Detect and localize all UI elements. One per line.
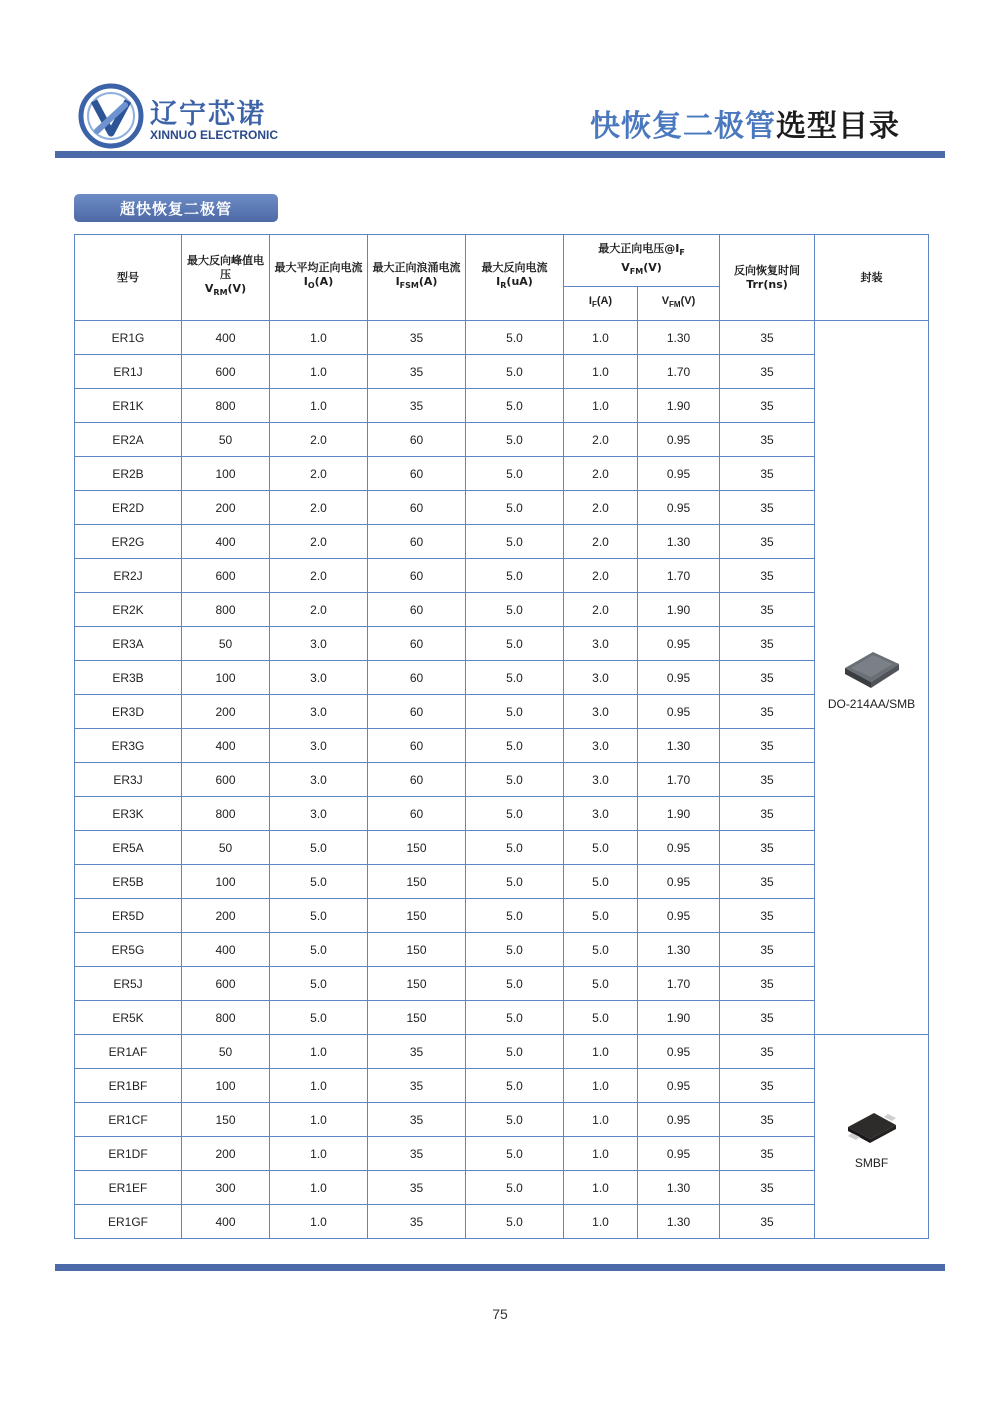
cell-vrm: 100	[182, 865, 270, 899]
cell-model: ER2D	[75, 491, 182, 525]
cell-ifsm: 150	[368, 865, 466, 899]
cell-vfm: 0.95	[638, 627, 720, 661]
table-row	[75, 1001, 929, 1035]
cell-vfm: 0.95	[638, 491, 720, 525]
cell-io: 1.0	[270, 389, 368, 423]
cell-trr: 35	[720, 1035, 815, 1069]
cell-model: ER3B	[75, 661, 182, 695]
cell-io: 5.0	[270, 865, 368, 899]
cell-vfm: 1.70	[638, 763, 720, 797]
table-row	[75, 525, 929, 559]
cell-trr: 35	[720, 491, 815, 525]
table-row	[75, 831, 929, 865]
cell-ir: 5.0	[466, 1171, 564, 1205]
cell-vfm: 0.95	[638, 1103, 720, 1137]
cell-if: 1.0	[564, 355, 638, 389]
table-row	[75, 1035, 929, 1069]
cell-trr: 35	[720, 457, 815, 491]
cell-if: 2.0	[564, 525, 638, 559]
cell-trr: 35	[720, 593, 815, 627]
cell-if: 1.0	[564, 389, 638, 423]
cell-if: 5.0	[564, 967, 638, 1001]
header-ifsm: 最大正向浪涌电流 $I_{FSM}(A)$	[368, 235, 466, 321]
cell-vfm: 1.30	[638, 321, 720, 355]
cell-io: 1.0	[270, 1205, 368, 1239]
cell-vrm: 100	[182, 1069, 270, 1103]
cell-vfm: 1.90	[638, 593, 720, 627]
cell-ifsm: 60	[368, 729, 466, 763]
page-number: 75	[492, 1306, 508, 1322]
table-row	[75, 1069, 929, 1103]
cell-vfm: 1.70	[638, 967, 720, 1001]
cell-io: 5.0	[270, 831, 368, 865]
cell-trr: 35	[720, 695, 815, 729]
table-row	[75, 729, 929, 763]
cell-ir: 5.0	[466, 491, 564, 525]
cell-ifsm: 35	[368, 321, 466, 355]
cell-io: 1.0	[270, 1035, 368, 1069]
table-row	[75, 933, 929, 967]
cell-vfm: 1.30	[638, 933, 720, 967]
cell-ifsm: 60	[368, 593, 466, 627]
cell-io: 2.0	[270, 593, 368, 627]
cell-trr: 35	[720, 1103, 815, 1137]
cell-vrm: 100	[182, 457, 270, 491]
catalog-title-part1: 快恢复二极管	[590, 109, 776, 144]
cell-if: 1.0	[564, 1171, 638, 1205]
cell-model: ER3D	[75, 695, 182, 729]
cell-if: 5.0	[564, 1001, 638, 1035]
table-row	[75, 423, 929, 457]
cell-model: ER5B	[75, 865, 182, 899]
cell-trr: 35	[720, 763, 815, 797]
cell-ifsm: 150	[368, 831, 466, 865]
cell-ir: 5.0	[466, 389, 564, 423]
cell-trr: 35	[720, 389, 815, 423]
cell-trr: 35	[720, 865, 815, 899]
cell-ifsm: 60	[368, 797, 466, 831]
package-name: SMBF	[854, 1156, 889, 1170]
cell-if: 5.0	[564, 831, 638, 865]
cell-if: 2.0	[564, 559, 638, 593]
cell-ifsm: 60	[368, 661, 466, 695]
smb-package-icon	[815, 644, 928, 693]
cell-ifsm: 60	[368, 559, 466, 593]
cell-vrm: 800	[182, 1001, 270, 1035]
package-cell	[815, 321, 929, 1035]
cell-model: ER3J	[75, 763, 182, 797]
cell-ifsm: 35	[368, 1171, 466, 1205]
cell-vrm: 200	[182, 695, 270, 729]
cell-io: 1.0	[270, 355, 368, 389]
cell-ir: 5.0	[466, 1205, 564, 1239]
cell-ir: 5.0	[466, 355, 564, 389]
cell-vfm: 1.90	[638, 1001, 720, 1035]
cell-if: 1.0	[564, 321, 638, 355]
cell-ifsm: 35	[368, 1103, 466, 1137]
table-row	[75, 865, 929, 899]
cell-trr: 35	[720, 1137, 815, 1171]
header-trr: 反向恢复时间 Trr(ns)	[720, 235, 815, 321]
cell-vrm: 600	[182, 763, 270, 797]
cell-vrm: 200	[182, 491, 270, 525]
cell-ir: 5.0	[466, 661, 564, 695]
cell-if: 1.0	[564, 1205, 638, 1239]
cell-vrm: 800	[182, 797, 270, 831]
cell-ir: 5.0	[466, 695, 564, 729]
cell-trr: 35	[720, 1069, 815, 1103]
cell-if: 1.0	[564, 1069, 638, 1103]
cell-if: 3.0	[564, 797, 638, 831]
table-row	[75, 491, 929, 525]
header-ir: 最大反向电流 $I_R(uA)$	[466, 235, 564, 321]
cell-model: ER3G	[75, 729, 182, 763]
cell-vrm: 400	[182, 729, 270, 763]
cell-vfm: 1.30	[638, 1171, 720, 1205]
table-row	[75, 559, 929, 593]
cell-vfm: 0.95	[638, 1069, 720, 1103]
cell-io: 2.0	[270, 559, 368, 593]
cell-vrm: 150	[182, 1103, 270, 1137]
table-row	[75, 1205, 929, 1239]
cell-trr: 35	[720, 661, 815, 695]
cell-model: ER2A	[75, 423, 182, 457]
cell-trr: 35	[720, 559, 815, 593]
table-row	[75, 593, 929, 627]
cell-ir: 5.0	[466, 1137, 564, 1171]
cell-model: ER5G	[75, 933, 182, 967]
cell-vrm: 800	[182, 593, 270, 627]
cell-model: ER1BF	[75, 1069, 182, 1103]
cell-if: 2.0	[564, 491, 638, 525]
cell-io: 3.0	[270, 797, 368, 831]
cell-ifsm: 35	[368, 355, 466, 389]
cell-ir: 5.0	[466, 899, 564, 933]
cell-ifsm: 35	[368, 1137, 466, 1171]
package-cell	[815, 1035, 929, 1239]
cell-ir: 5.0	[466, 627, 564, 661]
cell-ir: 5.0	[466, 321, 564, 355]
cell-ifsm: 60	[368, 423, 466, 457]
cell-model: ER1GF	[75, 1205, 182, 1239]
cell-model: ER3A	[75, 627, 182, 661]
header-vfm: $V_{FM}(V)$	[638, 287, 720, 321]
cell-vfm: 0.95	[638, 1137, 720, 1171]
cell-vrm: 50	[182, 831, 270, 865]
cell-model: ER1J	[75, 355, 182, 389]
cell-vrm: 300	[182, 1171, 270, 1205]
cell-trr: 35	[720, 321, 815, 355]
cell-trr: 35	[720, 933, 815, 967]
cell-ir: 5.0	[466, 831, 564, 865]
cell-vrm: 400	[182, 321, 270, 355]
cell-trr: 35	[720, 729, 815, 763]
cell-io: 1.0	[270, 1137, 368, 1171]
spec-table	[74, 234, 929, 1239]
cell-trr: 35	[720, 627, 815, 661]
cell-vrm: 50	[182, 1035, 270, 1069]
cell-model: ER1K	[75, 389, 182, 423]
cell-if: 1.0	[564, 1035, 638, 1069]
cell-io: 5.0	[270, 933, 368, 967]
cell-io: 1.0	[270, 1069, 368, 1103]
cell-vfm: 0.95	[638, 423, 720, 457]
cell-trr: 35	[720, 355, 815, 389]
header-vrm: 最大反向峰值电压 $V_{RM}(V)$	[182, 235, 270, 321]
catalog-title-part2: 选型目录	[776, 109, 900, 144]
cell-io: 1.0	[270, 1103, 368, 1137]
cell-if: 2.0	[564, 457, 638, 491]
cell-ifsm: 150	[368, 1001, 466, 1035]
cell-model: ER1G	[75, 321, 182, 355]
package-name: DO-214AA/SMB	[827, 697, 916, 711]
cell-model: ER2K	[75, 593, 182, 627]
cell-trr: 35	[720, 899, 815, 933]
cell-io: 1.0	[270, 321, 368, 355]
table-row	[75, 627, 929, 661]
cell-ir: 5.0	[466, 593, 564, 627]
cell-vrm: 200	[182, 899, 270, 933]
header-vfm-group: 最大正向电压$@I_F$ $V_{FM}(V)$	[564, 235, 720, 287]
cell-io: 3.0	[270, 729, 368, 763]
cell-ifsm: 150	[368, 933, 466, 967]
cell-if: 3.0	[564, 695, 638, 729]
table-row	[75, 1103, 929, 1137]
cell-ifsm: 35	[368, 1069, 466, 1103]
cell-trr: 35	[720, 797, 815, 831]
cell-io: 3.0	[270, 695, 368, 729]
cell-ir: 5.0	[466, 423, 564, 457]
table-row	[75, 355, 929, 389]
cell-model: ER5K	[75, 1001, 182, 1035]
cell-ifsm: 60	[368, 457, 466, 491]
table-row	[75, 967, 929, 1001]
cell-ifsm: 35	[368, 1205, 466, 1239]
header-if: $I_F(A)$	[564, 287, 638, 321]
cell-model: ER2B	[75, 457, 182, 491]
table-row	[75, 695, 929, 729]
cell-if: 2.0	[564, 423, 638, 457]
table-row	[75, 321, 929, 355]
cell-ifsm: 35	[368, 389, 466, 423]
cell-if: 3.0	[564, 729, 638, 763]
cell-if: 1.0	[564, 1103, 638, 1137]
cell-trr: 35	[720, 967, 815, 1001]
cell-io: 2.0	[270, 525, 368, 559]
cell-ir: 5.0	[466, 1069, 564, 1103]
cell-ir: 5.0	[466, 525, 564, 559]
xinnuo-logo-icon	[78, 83, 144, 149]
cell-vrm: 600	[182, 967, 270, 1001]
cell-ir: 5.0	[466, 933, 564, 967]
spec-table-body	[75, 321, 929, 1239]
cell-ifsm: 60	[368, 763, 466, 797]
cell-model: ER5A	[75, 831, 182, 865]
cell-ir: 5.0	[466, 1103, 564, 1137]
cell-if: 5.0	[564, 933, 638, 967]
cell-model: ER5D	[75, 899, 182, 933]
cell-vfm: 1.70	[638, 559, 720, 593]
smbf-package-icon	[815, 1103, 928, 1152]
cell-model: ER1DF	[75, 1137, 182, 1171]
cell-ifsm: 150	[368, 899, 466, 933]
cell-if: 3.0	[564, 627, 638, 661]
table-row	[75, 389, 929, 423]
cell-if: 5.0	[564, 899, 638, 933]
cell-ir: 5.0	[466, 559, 564, 593]
cell-trr: 35	[720, 831, 815, 865]
cell-trr: 35	[720, 525, 815, 559]
cell-model: ER1AF	[75, 1035, 182, 1069]
cell-trr: 35	[720, 1001, 815, 1035]
cell-trr: 35	[720, 1171, 815, 1205]
table-row	[75, 1171, 929, 1205]
cell-ifsm: 60	[368, 627, 466, 661]
cell-io: 2.0	[270, 457, 368, 491]
cell-model: ER2J	[75, 559, 182, 593]
cell-vrm: 400	[182, 1205, 270, 1239]
cell-ifsm: 60	[368, 525, 466, 559]
cell-model: ER1CF	[75, 1103, 182, 1137]
cell-vfm: 1.30	[638, 525, 720, 559]
cell-if: 3.0	[564, 763, 638, 797]
cell-model: ER3K	[75, 797, 182, 831]
cell-if: 1.0	[564, 1137, 638, 1171]
header-package: 封装	[815, 235, 929, 321]
cell-vfm: 0.95	[638, 831, 720, 865]
cell-if: 3.0	[564, 661, 638, 695]
cell-ifsm: 35	[368, 1035, 466, 1069]
cell-ir: 5.0	[466, 1035, 564, 1069]
cell-vrm: 100	[182, 661, 270, 695]
cell-vrm: 400	[182, 933, 270, 967]
cell-io: 5.0	[270, 1001, 368, 1035]
cell-vfm: 0.95	[638, 661, 720, 695]
cell-vfm: 0.95	[638, 1035, 720, 1069]
cell-io: 5.0	[270, 899, 368, 933]
cell-io: 3.0	[270, 661, 368, 695]
cell-vrm: 800	[182, 389, 270, 423]
cell-ir: 5.0	[466, 457, 564, 491]
cell-io: 1.0	[270, 1171, 368, 1205]
cell-vfm: 1.90	[638, 389, 720, 423]
cell-model: ER2G	[75, 525, 182, 559]
cell-vrm: 200	[182, 1137, 270, 1171]
cell-io: 3.0	[270, 763, 368, 797]
page-header	[0, 0, 1000, 160]
cell-vfm: 0.95	[638, 865, 720, 899]
cell-vrm: 600	[182, 559, 270, 593]
table-row	[75, 797, 929, 831]
cell-vfm: 1.90	[638, 797, 720, 831]
header-rule	[55, 151, 945, 158]
table-row	[75, 899, 929, 933]
cell-if: 2.0	[564, 593, 638, 627]
cell-io: 5.0	[270, 967, 368, 1001]
table-row	[75, 1137, 929, 1171]
brand-name-cn: 辽宁芯诺	[150, 99, 266, 130]
cell-model: ER1EF	[75, 1171, 182, 1205]
brand-name-en: XINNUO ELECTRONIC	[150, 128, 279, 142]
cell-ifsm: 60	[368, 491, 466, 525]
cell-model: ER5J	[75, 967, 182, 1001]
cell-vfm: 0.95	[638, 899, 720, 933]
cell-vfm: 0.95	[638, 695, 720, 729]
cell-trr: 35	[720, 423, 815, 457]
cell-vfm: 1.30	[638, 729, 720, 763]
cell-io: 2.0	[270, 491, 368, 525]
header-model: 型号	[75, 235, 182, 321]
table-row	[75, 763, 929, 797]
table-row	[75, 661, 929, 695]
footer-rule	[55, 1264, 945, 1271]
cell-ir: 5.0	[466, 797, 564, 831]
cell-io: 2.0	[270, 423, 368, 457]
cell-vfm: 0.95	[638, 457, 720, 491]
cell-ir: 5.0	[466, 865, 564, 899]
cell-trr: 35	[720, 1205, 815, 1239]
cell-vrm: 600	[182, 355, 270, 389]
cell-vfm: 1.30	[638, 1205, 720, 1239]
cell-ir: 5.0	[466, 1001, 564, 1035]
cell-if: 5.0	[564, 865, 638, 899]
section-title: 超快恢复二极管	[74, 194, 278, 222]
cell-vfm: 1.70	[638, 355, 720, 389]
table-row	[75, 457, 929, 491]
cell-ir: 5.0	[466, 763, 564, 797]
cell-vrm: 400	[182, 525, 270, 559]
cell-io: 3.0	[270, 627, 368, 661]
cell-vrm: 50	[182, 627, 270, 661]
cell-ifsm: 150	[368, 967, 466, 1001]
cell-ifsm: 60	[368, 695, 466, 729]
cell-ir: 5.0	[466, 729, 564, 763]
header-io: 最大平均正向电流 $I_O(A)$	[270, 235, 368, 321]
cell-vrm: 50	[182, 423, 270, 457]
cell-ir: 5.0	[466, 967, 564, 1001]
catalog-title	[590, 101, 900, 145]
